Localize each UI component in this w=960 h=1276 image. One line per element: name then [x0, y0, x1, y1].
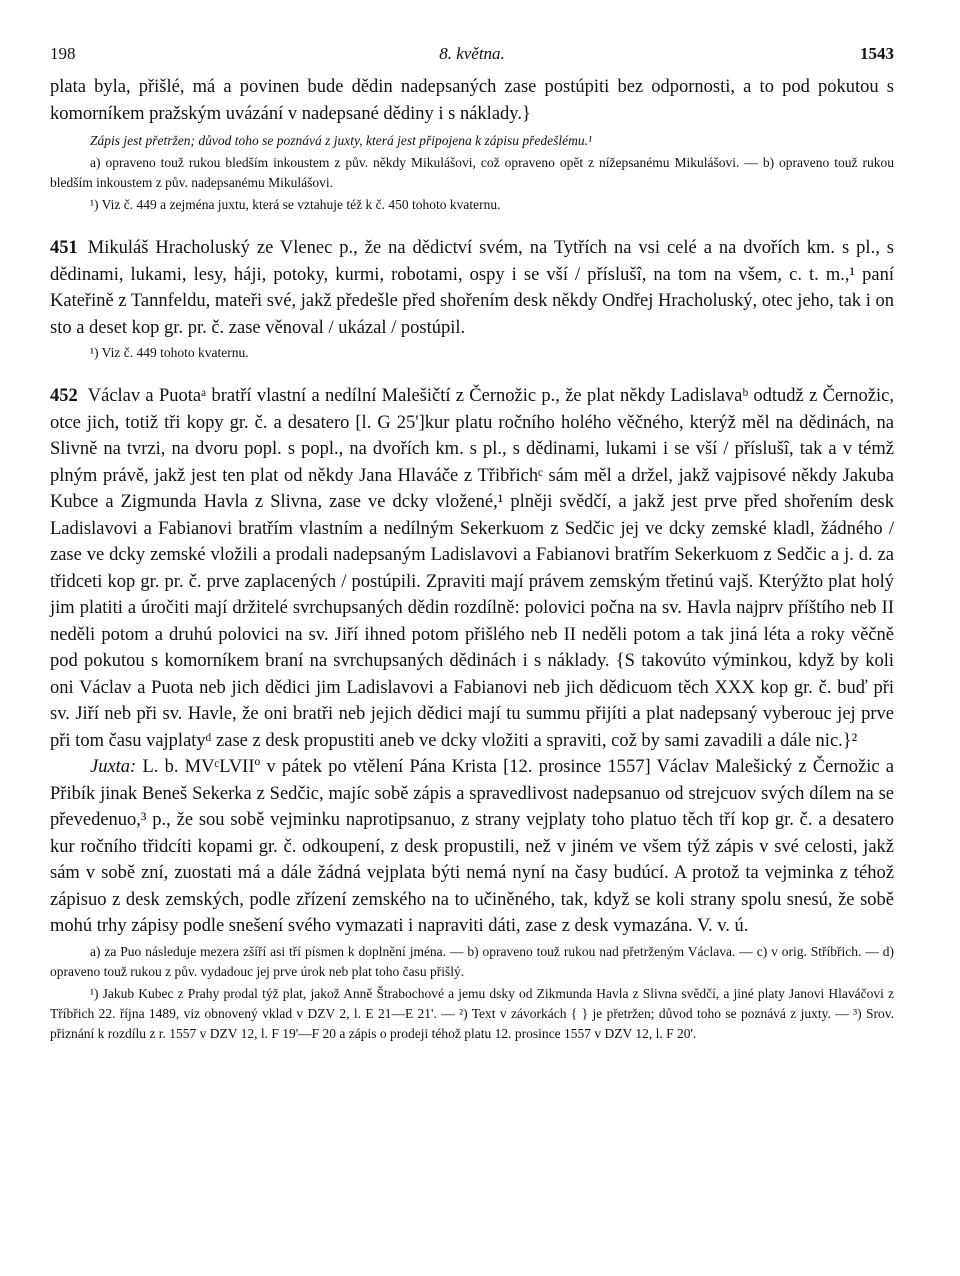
document-page [50, 44, 894, 1044]
entry-450-footnote-1: ¹) Viz č. 449 a zejména juxtu, která se vztahuje též k č. 450 tohoto kvaternu. [90, 197, 501, 212]
entry-450-text: plata byla, přišlé, má a povinen bude dědin nadepsaných zase postúpiti bez odpornosti, a to pod pokutou s komorníkem pražským uvázání v nadepsané dědiny i s náklady.} [50, 77, 894, 124]
entry-451-text: Mikuláš Hracholuský ze Vlenec p., že na dědictví svém, na Tytřích na vsi celé a na dvořích km. s pl., s dědinami, lukami, lesy, háji, potoky, kurmi, robotami, ospy i se vší / příslušî, na tom na všem, c. t. m.,¹ paní Kateřině z Tannfeldu, mateři své, jakž předešle před shořením desk někdy Ondřej Hracholuský, otec jeho, tak i on sto a deset kop gr. pr. č. zase věnoval / ukázal / postúpil. [50, 238, 894, 338]
running-year: 1543 [860, 44, 894, 63]
entry-450-letter-footnotes: a) opraveno touž rukou bledším inkoustem z pův. někdy Mikulášovi, což opraveno opět z nížepsanému Mikulášovi. — b) opraveno touž rukou bledším inkoustem z pův. nadepsanému Mikulášovi. [50, 155, 894, 190]
entry-451-paragraph [50, 235, 894, 341]
entry-450-continuation [50, 74, 894, 215]
entry-452-letter-footnotes: a) za Puo následuje mezera zšíří asi tří písmen k doplnění jména. — b) opraveno touž rukou nad přetrženým Václava. — c) v orig. Stříbřich. — d) opraveno touž rukou z pův. vydadouc jej prve úrok neb plat toho času přišlý. [50, 943, 894, 979]
entry-452-text: Václav a Puotaᵃ bratří vlastní a nedílní Malešičtí z Černožic p., že plat někdy Ladislavaᵇ odtudž z Černožic, otce jich, totiž tři kopy gr. č. a desatero [l. G 25']kur platu ročního holého věčného, kterýž měl na dědinách, na Slivně na tvrzi, na dvoru popl. s popl., na dvořích km. s pl., s dědinami, lukami i se vší / příslušî, tak a v témž plným právě, jakž jest ten plat od někdy Jana Hlaváče z Třibřichᶜ sám měl a držel, jakž vajpisové někdy Jakuba Kubce a Zigmunda Havla z Slivna, zase ve dcky vložené,¹ plněji svědčí, a jakž jest prve před shořením desk Ladislavovi a Fabianovi bratřím vlastním a nedílným Sekerkuom z Sedčic jej ve dcky zemské kladl, žádného / zase ve dcky zemské vložili a prodali nadepsaným Ladislavovi a Fabianovi bratřím Sekerkuom z Sedčic a j. d. za třidceti kop gr. pr. č. prve zaplacených / postúpili. Zpraviti mají právem zemským třetinú vajš. Kterýžto plat holý jim platiti a úročiti mají držitelé svrchupsaných dědin rozdílně: polovici počna na sv. Havla najprv příštího neb II neděli potom a druhú polovici na sv. Jiří ihned potom přišlého neb II neděli potom a tak jiná léta a roky věčně pod pokutou s komorníkem braní na svrchupsaných dědinách i s náklady. {S takovúto výminkou, když by koli oni Václav a Puota neb jich dědici jim Ladislavovi a Fabianovi neb jich dědicuom těch XXX kop gr. č. buď při sv. Jiří neb při sv. Havle, že oni bratři neb jejich dědici mají tu summu přijíti a plat nadepsaný vyberouc jej prve při tom času vajplatyᵈ zase z desk propustiti aneb ve dcky vložiti a spraviti, což by sami zavadili a dále nic.}² [50, 386, 894, 751]
juxta-text: L. b. MVᶜLVIIº v pátek po vtělení Pána Krista [12. prosince 1557] Václav Malešický z Černožic a Přibík jinak Beneš Sekerka z Sedčic, majíc sobě zápis a spravedlivost nadepsanuo od strejcuov svých dílem na se převedenuo,³ p., že sou sobě vejminku naprotipsanuo, z strany vejplaty toho platuo těch tří kop gr. č. a desatero kur ročního třidcíti kopami gr. č. odkoupení, z desk propustili, než v jiném ve všem týž zápis v své celosti, jakž sám v sobě zní, zuostati má a dále žádná vejplata býti nemá nyní na časy budúcí. A protož ta vejminka z téhož zápisuo z desk zemských, podle zřízení zemského na to učiněného, tak, když se koli strany spolu snesú, že sobě mohú trhy zápisy podle snešení svého vymazati i napraviti dáti, zase z desk vymazána. V. v. ú. [50, 757, 894, 936]
entry-452 [50, 383, 894, 1044]
page-number: 198 [50, 44, 76, 63]
running-date: 8. května. [439, 44, 505, 63]
juxta-label: Juxta: [90, 757, 137, 777]
entry-452-number: 452 [50, 386, 78, 406]
entry-452-juxta [50, 754, 894, 940]
entry-451-footnote-1: ¹) Viz č. 449 tohoto kvaternu. [90, 345, 249, 360]
entry-452-numbered-footnotes: ¹) Jakub Kubec z Prahy prodal týž plat, jakož Anně Štrabochové a jemu dsky od Zikmunda Havla z Slivna svědčí, a jiné platy Janovi Hlaváčovi z Tříbřich 22. října 1489, viz obnovený vklad v DZV 2, l. E 21—E 21'. — ²) Text v závorkách { } je přetržen; důvod toho se poznává z juxty. — ³) Srov. přiznání k rozdílu z r. 1557 v DZV 12, l. F 19'—F 20 a zápis o prodeji téhož platu 12. prosince 1557 v DZV 12, l. F 20'. [50, 985, 894, 1041]
entry-451 [50, 235, 894, 363]
entry-450-note: Zápis jest přetržen; důvod toho se poznává z juxty, která jest připojena k zápisu předešlému.¹ [90, 133, 592, 148]
entry-451-number: 451 [50, 238, 78, 258]
entry-452-paragraph [50, 383, 894, 754]
running-header [50, 44, 894, 74]
